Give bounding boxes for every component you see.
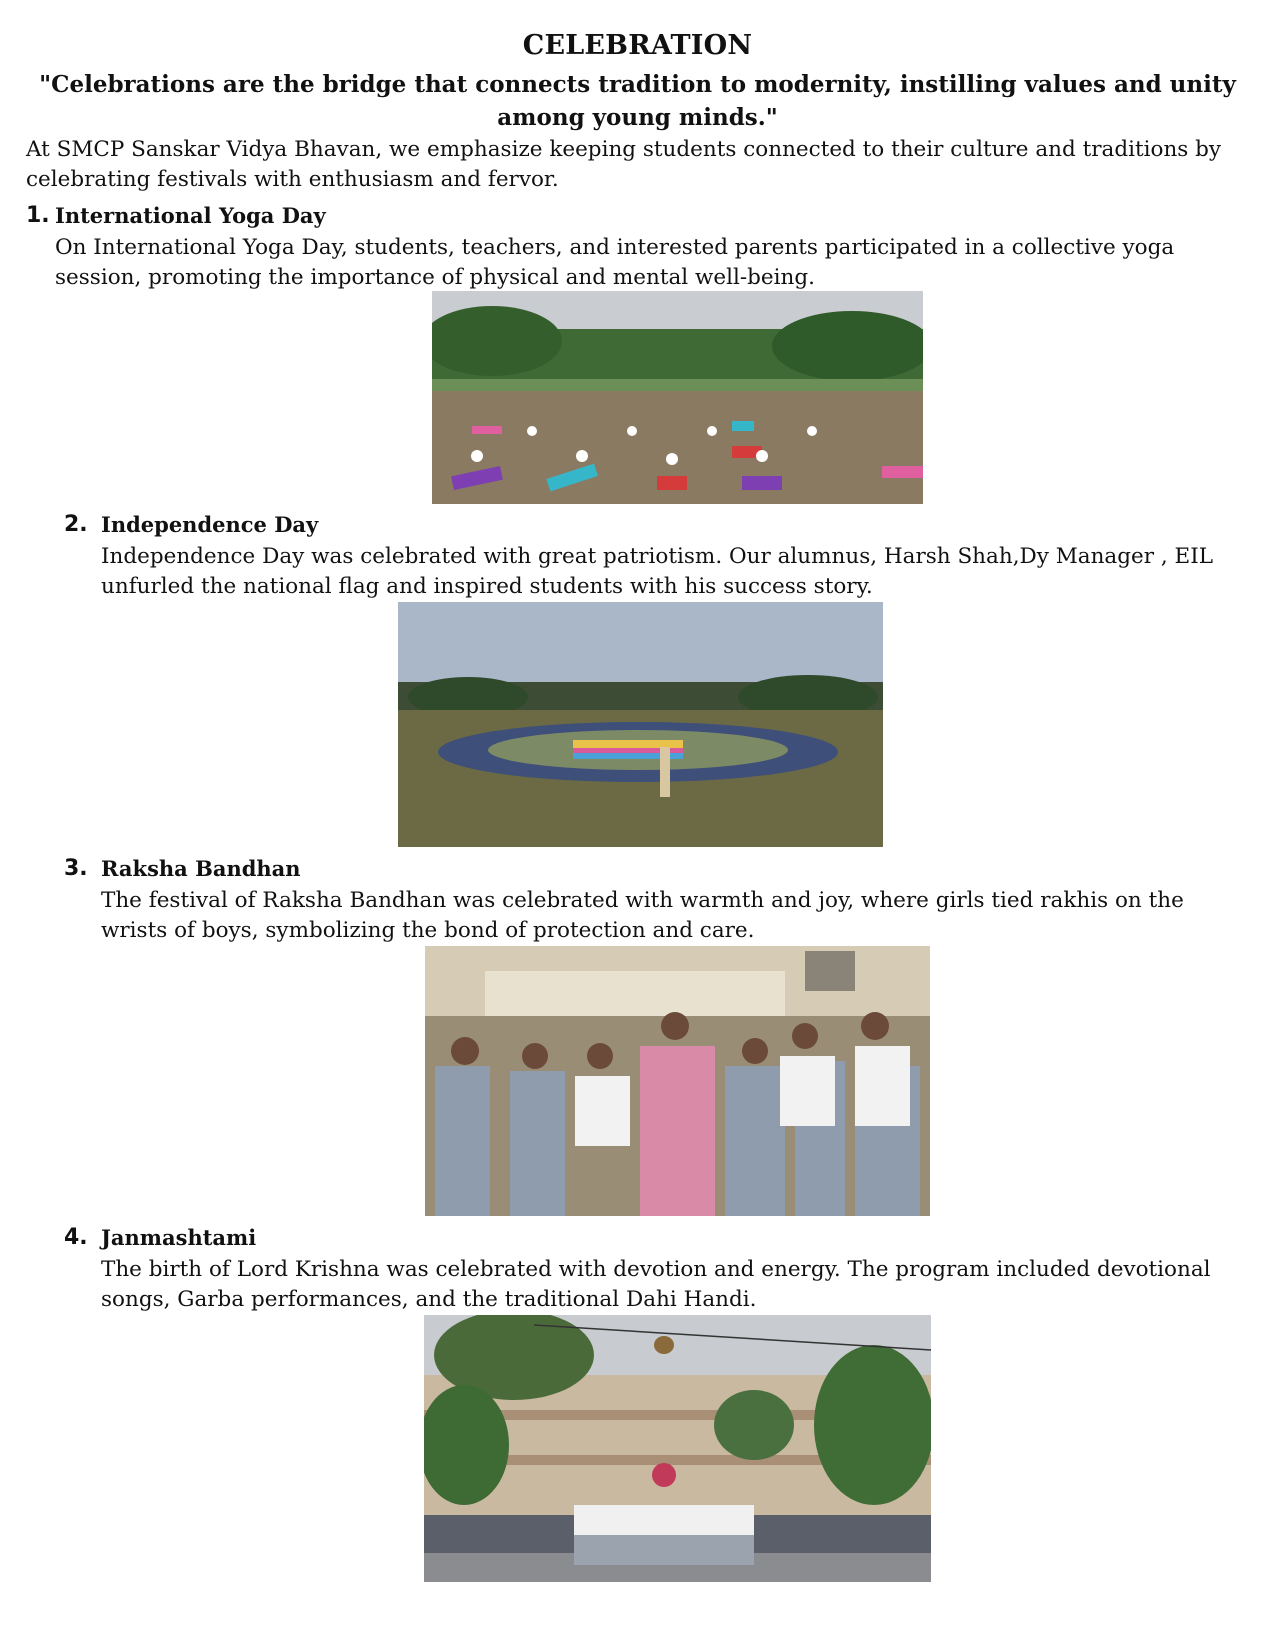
section-number: 1. (26, 203, 50, 228)
section-text: On International Yoga Day, students, teachers, and interested parents participated in a collective yoga session, promoting the importance of physical and mental well-being. (55, 235, 1175, 290)
section-heading: Independence Day (101, 512, 319, 537)
yoga-day-photo (432, 291, 923, 504)
page-title: CELEBRATION (522, 30, 753, 61)
raksha-bandhan-photo (425, 946, 930, 1216)
janmashtami-photo (424, 1315, 931, 1582)
intro-paragraph: At SMCP Sanskar Vidya Bhavan, we emphasize keeping students connected to their culture and traditions by celebrating festivals with enthusiasm and fervor. (26, 137, 1222, 192)
section-text: Independence Day was celebrated with great patriotism. Our alumnus, Harsh Shah,Dy Manager , EIL unfurled the national flag and inspired students with his success story. (101, 544, 1213, 599)
section-number: 3. (64, 856, 88, 881)
quote: "Celebrations are the bridge that connects tradition to modernity, instilling values and unity among young minds." (39, 71, 1236, 131)
independence-day-photo (398, 602, 883, 847)
section-text: The festival of Raksha Bandhan was celebrated with warmth and joy, where girls tied rakhis on the wrists of boys, symbolizing the bond of protection and care. (101, 888, 1184, 943)
section-heading: International Yoga Day (55, 203, 326, 228)
section-heading: Raksha Bandhan (101, 856, 301, 881)
section-text: The birth of Lord Krishna was celebrated with devotion and energy. The program included devotional songs, Garba performances, and the traditional Dahi Handi. (101, 1257, 1211, 1312)
section-number: 4. (64, 1225, 88, 1250)
section-number: 2. (64, 512, 88, 537)
section-heading: Janmashtami (101, 1225, 257, 1250)
